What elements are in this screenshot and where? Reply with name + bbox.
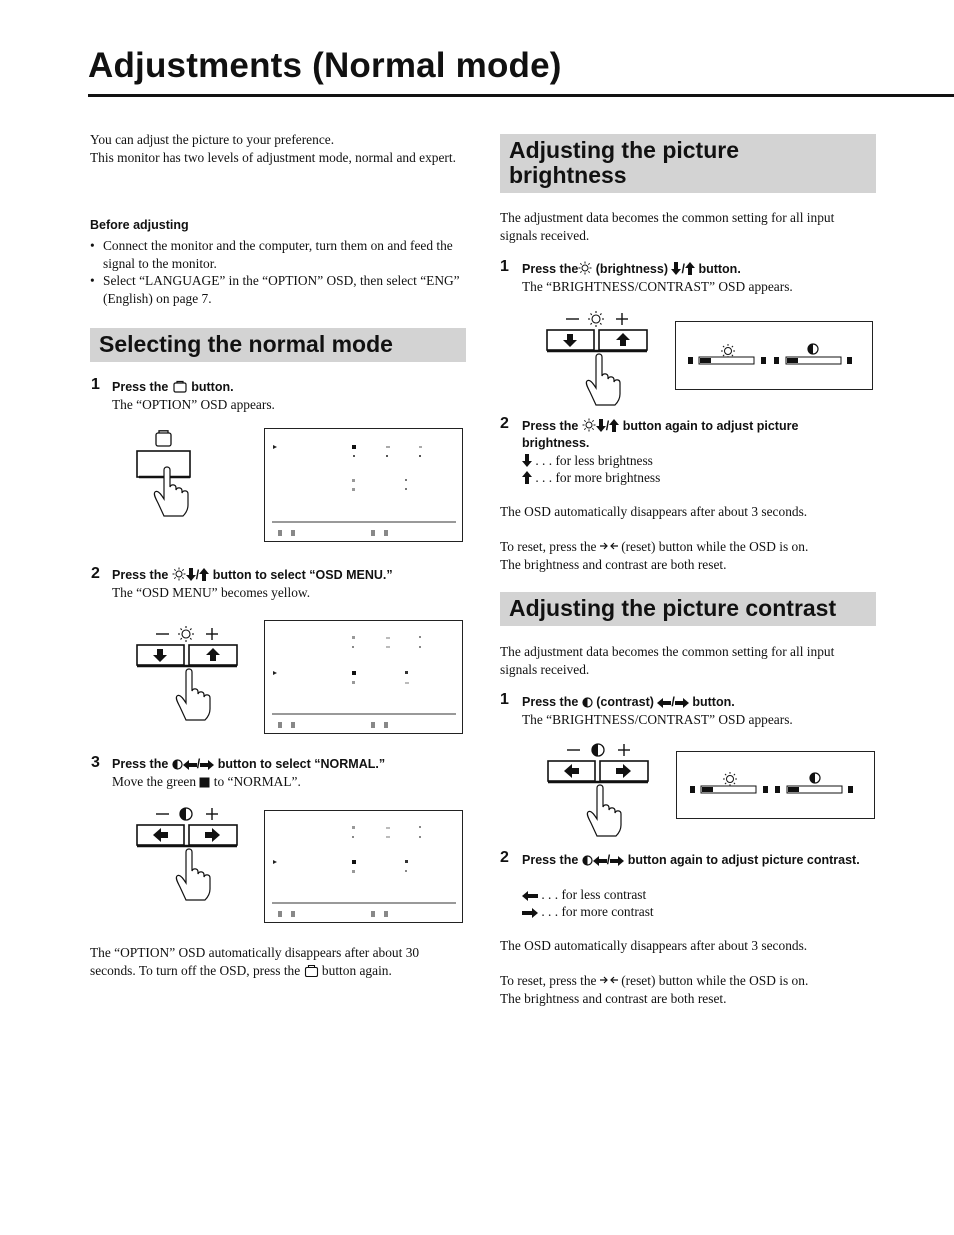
section-heading-line-1: Adjusting the picture (509, 137, 739, 163)
arrow-right-icon (522, 908, 538, 918)
contrast-icon (808, 344, 818, 354)
osd-option-screen (264, 428, 463, 542)
osd-cursor (273, 445, 277, 449)
step-option-more: . . . for more contrast (522, 903, 654, 921)
contrast-buttons-illustration (134, 804, 242, 902)
step-instruction: Press the / button to select “NORMAL.” (112, 757, 386, 771)
osd-normal-content (265, 811, 462, 922)
option-button-illustration (134, 430, 196, 518)
option-icon (156, 431, 171, 446)
step-result: Move the green to “NORMAL”. (112, 774, 301, 789)
osd-cursor (273, 860, 277, 864)
step-instruction: Press the / button to select “OSD MENU.” (112, 568, 393, 582)
step-option-less: . . . for less brightness (522, 452, 653, 470)
step-number: 2 (500, 415, 509, 432)
hand-pointer-icon (586, 354, 620, 405)
intro-text (90, 131, 460, 166)
step-instruction: Press the (contrast) / button. (522, 695, 735, 709)
step-result: The “OPTION” OSD appears. (112, 397, 275, 412)
contrast-auto-note: The OSD automatically disappears after about 3 seconds. (500, 938, 808, 953)
section-heading-brightness (500, 134, 876, 193)
contrast-slider-fill (787, 358, 798, 363)
arrow-up-icon (609, 419, 619, 432)
step-instruction: Press the (brightness) / button. (522, 262, 741, 276)
brightness-icon (721, 344, 735, 358)
hand-pointer-icon (176, 669, 210, 720)
section-heading-contrast (500, 592, 876, 626)
osd-menu-screen (264, 620, 463, 734)
arrow-left-icon (593, 856, 607, 866)
section-heading-text: Adjusting the picture contrast (509, 595, 837, 621)
contrast-buttons-illustration-right (545, 740, 653, 838)
step-instruction: Press the / button again to adjust picture brightness. (522, 419, 799, 450)
contrast-icon (180, 808, 192, 820)
page-title: Adjustments (Normal mode) (88, 46, 562, 85)
step-instruction: Press the button. (112, 380, 234, 394)
arrow-up-icon (522, 471, 532, 484)
brightness-icon (723, 772, 737, 786)
step-number: 2 (91, 565, 100, 582)
contrast-reset-note: To reset, press the (reset) button while the OSD is on. The brightness and contrast are both reset. (500, 973, 809, 1006)
osd-normal-screen (264, 810, 463, 923)
osd-brightness-contrast-content (677, 752, 874, 818)
step-result: The “BRIGHTNESS/CONTRAST” OSD appears. (522, 712, 793, 727)
step-number: 1 (500, 258, 509, 275)
brightness-icon (578, 261, 592, 275)
option-osd-footer-note: The “OPTION” OSD automatically disappears after about 30 seconds. To turn off the OSD, press the button again. (90, 945, 420, 978)
contrast-icon (172, 759, 183, 770)
brightness-auto-note: The OSD automatically disappears after about 3 seconds. (500, 504, 808, 519)
osd-menu-content (265, 621, 462, 733)
before-adjusting-heading: Before adjusting (90, 218, 189, 232)
title-rule (88, 94, 954, 97)
step-number: 3 (91, 754, 100, 771)
osd-marker (352, 671, 356, 675)
brightness-icon (582, 418, 596, 432)
before-adjusting-list (90, 237, 464, 307)
section-heading-normal-mode (90, 328, 466, 362)
brightness-buttons-illustration-right (544, 309, 652, 407)
brightness-slider-fill (700, 358, 711, 363)
osd-marker (352, 860, 356, 864)
reset-icon (600, 976, 618, 984)
osd-brightness-contrast-content (676, 322, 872, 389)
step-result: The “BRIGHTNESS/CONTRAST” OSD appears. (522, 279, 793, 294)
section-heading-line-2: brightness (509, 162, 627, 188)
brightness-slider-fill (702, 787, 713, 792)
brightness-reset-note: To reset, press the (reset) button while the OSD is on. The brightness and contrast are both reset. (500, 539, 809, 572)
osd-cursor (273, 671, 277, 675)
list-item: • Select “LANGUAGE” in the “OPTION” OSD, then select “ENG” (English) on page 7. (90, 272, 464, 307)
intro-line-1: You can adjust the picture to your preference. (90, 132, 335, 147)
step-result: The “OSD MENU” becomes yellow. (112, 585, 311, 600)
step-number: 1 (500, 691, 509, 708)
green-square-icon (199, 777, 210, 788)
section-heading-text: Selecting the normal mode (99, 331, 393, 357)
list-item: • Connect the monitor and the computer, turn them on and feed the signal to the monitor. (90, 237, 464, 272)
hand-pointer-icon (587, 785, 621, 836)
arrow-left-icon (183, 760, 197, 770)
option-icon (304, 964, 319, 977)
arrow-right-icon (675, 698, 689, 708)
arrow-left-icon (657, 698, 671, 708)
brightness-buttons-illustration (134, 624, 242, 722)
step-instruction: Press the / button again to adjust picture contrast. (522, 853, 860, 867)
contrast-icon (592, 744, 604, 756)
brightness-intro: The adjustment data becomes the common setting for all input signals received. (500, 210, 835, 243)
brightness-icon (178, 626, 194, 642)
arrow-right-icon (610, 856, 624, 866)
arrow-left-icon (522, 891, 538, 901)
osd-brightness-contrast-screen (675, 321, 873, 390)
arrow-up-icon (685, 262, 695, 275)
contrast-slider-fill (788, 787, 799, 792)
contrast-intro: The adjustment data becomes the common setting for all input signals received. (500, 644, 835, 677)
osd-marker (352, 445, 356, 449)
arrow-right-icon (200, 760, 214, 770)
reset-icon (600, 542, 618, 550)
arrow-down-icon (522, 454, 532, 467)
hand-pointer-icon (176, 849, 210, 900)
arrow-down-icon (671, 262, 681, 275)
brightness-icon (588, 311, 604, 327)
contrast-icon (582, 697, 593, 708)
arrow-down-icon (596, 419, 606, 432)
contrast-icon (810, 773, 820, 783)
arrow-up-icon (199, 568, 209, 581)
osd-brightness-contrast-screen (676, 751, 875, 819)
brightness-icon (172, 567, 186, 581)
intro-line-2: This monitor has two levels of adjustment mode, normal and expert. (90, 149, 456, 165)
option-icon (172, 379, 188, 393)
step-number: 1 (91, 376, 100, 393)
step-number: 2 (500, 849, 509, 866)
osd-option-content (265, 429, 462, 541)
arrow-down-icon (186, 568, 196, 581)
contrast-icon (582, 855, 593, 866)
step-option-more: . . . for more brightness (522, 469, 660, 487)
step-option-less: . . . for less contrast (522, 886, 646, 904)
